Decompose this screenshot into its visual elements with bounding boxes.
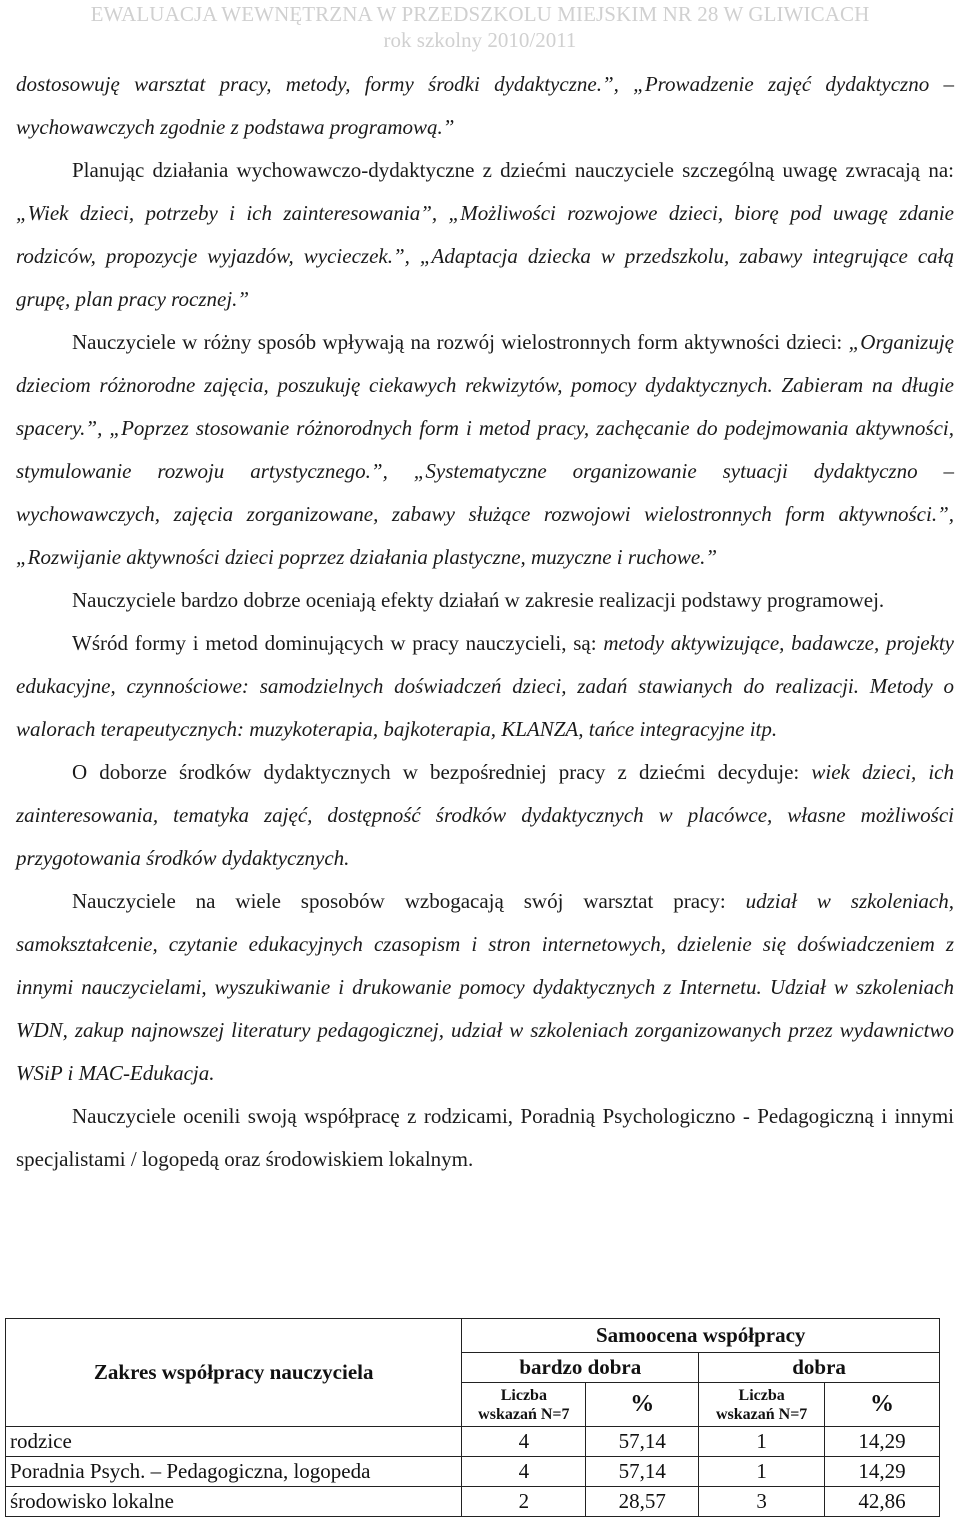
paragraph-1 [16, 63, 954, 149]
header-count: Liczba wskazań N=7 [462, 1383, 586, 1427]
header-self-assessment: Samoocena współpracy [462, 1319, 940, 1353]
paragraph-7 [16, 880, 954, 1095]
paragraph-text: Planując działania wychowawczo-dydaktyczne z dziećmi nauczyciele szczególną uwagę zwracają na: [72, 158, 954, 182]
cell-g-percent: 42,86 [825, 1487, 940, 1517]
cooperation-table [5, 1318, 940, 1517]
table-row [6, 1487, 940, 1517]
paragraph-4 [16, 579, 954, 622]
header-very-good: bardzo dobra [462, 1353, 699, 1383]
paragraph-3 [16, 321, 954, 579]
paragraph-text: Nauczyciele w różny sposób wpływają na rozwój wielostronnych form aktywności dzieci: [72, 330, 849, 354]
header-school-year: rok szkolny 2010/2011 [383, 28, 577, 52]
cell-vg-count: 2 [462, 1487, 586, 1517]
cell-g-count: 3 [699, 1487, 825, 1517]
cell-g-percent: 14,29 [825, 1457, 940, 1487]
paragraph-5 [16, 622, 954, 751]
quote-text: metody aktywizujące, badawcze, projekty edukacyjne, czynnościowe: samodzielnych doświadczeń dzieci, zadań stawianych do realizacji. Metody o walorach terapeutycznych: muzykoterapia, bajkoterapia, KLANZA, tańce integracyjne itp. [16, 631, 955, 741]
header-percent: % [825, 1383, 940, 1427]
paragraph-2 [16, 149, 954, 321]
quote-text: „Wiek dzieci, potrzeby i ich zainteresowania”, „Możliwości rozwojowe dzieci, biorę pod uwagę zdanie rodziców, propozycje wyjazdów, wycieczek.”, „Adaptacja dziecka w przedszkolu, zabawy integrujące całą grupę, plan pracy rocznej.” [16, 201, 954, 311]
paragraph-text: Nauczyciele na wiele sposobów wzbogacają swój warsztat pracy: [72, 889, 746, 913]
header-count: Liczba wskazań N=7 [699, 1383, 825, 1427]
document-body [16, 63, 954, 1181]
paragraph-text: Nauczyciele ocenili swoją współpracę z rodzicami, Poradnią Psychologiczno - Pedagogiczną i innymi specjalistami / logopedą oraz środowiskiem lokalnym. [16, 1104, 954, 1171]
row-name: rodzice [6, 1427, 462, 1457]
cell-g-percent: 14,29 [825, 1427, 940, 1457]
header-good: dobra [699, 1353, 940, 1383]
cell-g-count: 1 [699, 1427, 825, 1457]
table-row [6, 1427, 940, 1457]
row-name: Poradnia Psych. – Pedagogiczna, logopeda [6, 1457, 462, 1487]
cell-g-count: 1 [699, 1457, 825, 1487]
header-scope: Zakres współpracy nauczyciela [6, 1319, 462, 1427]
paragraph-text: O doborze środków dydaktycznych w bezpośredniej pracy z dziećmi decyduje: [72, 760, 812, 784]
quote-text: dostosowuję warsztat pracy, metody, formy środki dydaktyczne.”, „Prowadzenie zajęć dydaktyczno – wychowawczych zgodnie z podstawa programową.” [16, 72, 954, 139]
table-header-row [6, 1319, 940, 1353]
quote-text: udział w szkoleniach, samokształcenie, czytanie edukacyjnych czasopism i stron internetowych, dzielenie się doświadczeniem z innymi nauczycielami, wyszukiwanie i drukowanie pomocy dydaktycznych z Internetu. Udział w szkoleniach WDN, zakup najnowszej literatury pedagogicznej, udział w szkoleniach zorganizowanych przez wydawnictwo WSiP i MAC-Edukacja. [16, 889, 954, 1085]
table-row [6, 1457, 940, 1487]
header-title: EWALUACJA WEWNĘTRZNA W PRZEDSZKOLU MIEJSKIM NR 28 W GLIWICACH [90, 2, 870, 26]
cell-vg-percent: 28,57 [586, 1487, 699, 1517]
cell-vg-percent: 57,14 [586, 1427, 699, 1457]
row-name: środowisko lokalne [6, 1487, 462, 1517]
paragraph-text: Wśród formy i metod dominujących w pracy nauczycieli, są: [72, 631, 604, 655]
cell-vg-count: 4 [462, 1427, 586, 1457]
cell-vg-percent: 57,14 [586, 1457, 699, 1487]
page-header [0, 0, 960, 53]
quote-text: wiek dzieci, ich zainteresowania, tematyka zajęć, dostępność środków dydaktycznych w placówce, własne możliwości przygotowania środków dydaktycznych. [16, 760, 955, 870]
quote-text: „Organizuję dzieciom różnorodne zajęcia, poszukuję ciekawych rekwizytów, pomocy dydaktycznych. Zabieram na długie spacery.”, „Poprzez stosowanie różnorodnych form i metod pracy, zachęcanie do podejmowania aktywności, stymulowanie rozwoju artystycznego.”, „Systematyczne organizowanie sytuacji dydaktyczno – wychowawczych, zajęcia zorganizowane, zabawy służące rozwojowi wielostronnych form aktywności.”, „Rozwijanie aktywności dzieci poprzez działania plastyczne, muzyczne i ruchowe.” [16, 330, 954, 569]
paragraph-text: Nauczyciele bardzo dobrze oceniają efekty działań w zakresie realizacji podstawy programowej. [72, 588, 885, 612]
header-percent: % [586, 1383, 699, 1427]
paragraph-8 [16, 1095, 954, 1181]
paragraph-6 [16, 751, 954, 880]
cell-vg-count: 4 [462, 1457, 586, 1487]
